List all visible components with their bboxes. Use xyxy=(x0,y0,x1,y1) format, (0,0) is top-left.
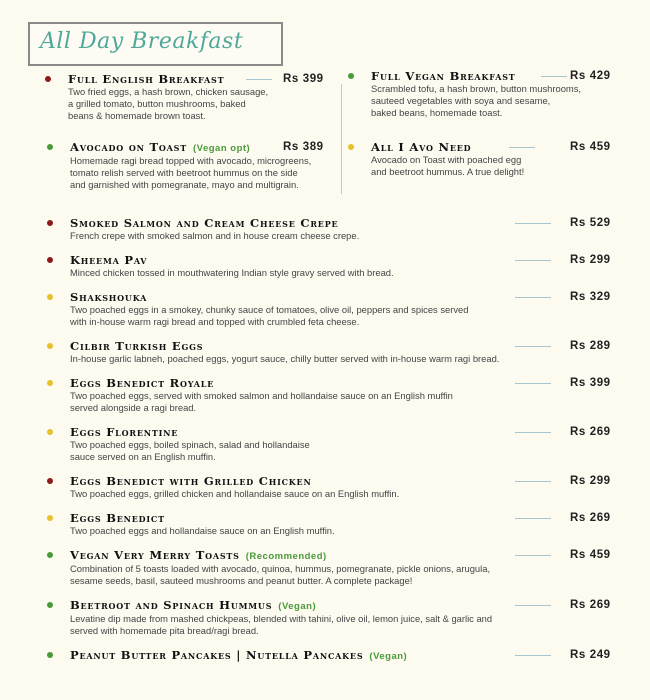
item-description: Two fried eggs, a hash brown, chicken sausage, xyxy=(68,86,269,97)
diet-indicator-veg-icon xyxy=(47,652,53,658)
price-leader-line xyxy=(515,223,551,224)
item-description: sesame seeds, basil, sauteed mushrooms and peanut butter. A complete package! xyxy=(70,575,413,586)
item-description: and beetroot hummus. A true delight! xyxy=(371,166,525,177)
section-title: All Day Breakfast xyxy=(40,29,244,54)
diet-indicator-egg-icon xyxy=(47,515,53,521)
item-name xyxy=(371,141,524,154)
price-leader-line xyxy=(515,432,551,433)
item-description: Two poached eggs, boiled spinach, salad and hollandaise xyxy=(70,439,310,450)
diet-indicator-veg-icon xyxy=(47,602,53,608)
item-price: Rs 269 xyxy=(570,512,611,524)
item-name-text: Full Vegan Breakfast xyxy=(371,69,516,83)
item-name xyxy=(70,549,630,563)
item-description: served alongside a ragi bread. xyxy=(70,402,197,413)
item-price: Rs 249 xyxy=(570,649,611,661)
item-description: Two poached eggs, served with smoked salmon and hollandaise sauce on an English muffin xyxy=(70,390,453,401)
diet-indicator-nonveg-icon xyxy=(45,76,51,82)
price-leader-line xyxy=(515,655,551,656)
item-tag: (Vegan) xyxy=(278,601,317,612)
menu-item xyxy=(70,549,630,587)
item-price: Rs 269 xyxy=(570,426,611,438)
item-description: sauce served on an English muffin. xyxy=(70,451,216,462)
menu-item xyxy=(70,475,630,500)
menu-item xyxy=(70,140,324,191)
item-description: served with homemade pita bread/ragi bread. xyxy=(70,625,259,636)
item-price: Rs 299 xyxy=(570,254,611,266)
item-description: beans & homemade brown toast. xyxy=(68,110,206,121)
price-leader-line xyxy=(515,555,551,556)
item-name-text: Avocado on Toast xyxy=(70,140,187,154)
item-tag: (Vegan) xyxy=(369,651,408,662)
item-price: Rs 429 xyxy=(570,70,611,82)
diet-indicator-nonveg-icon xyxy=(47,478,53,484)
menu-item xyxy=(70,254,630,279)
item-description: Minced chicken tossed in mouthwatering Indian style gravy served with bread. xyxy=(70,267,394,278)
item-description: with in-house warm ragi bread and topped with crumbled feta cheese. xyxy=(70,316,360,327)
menu-item xyxy=(70,426,630,463)
item-name-text: Eggs Benedict xyxy=(70,511,165,525)
item-name-text: Smoked Salmon and Cream Cheese Crepe xyxy=(70,216,339,230)
item-price: Rs 399 xyxy=(570,377,611,389)
item-tag: (Vegan opt) xyxy=(193,143,251,154)
item-price: Rs 269 xyxy=(570,599,611,611)
item-description: Two poached eggs and hollandaise sauce on an English muffin. xyxy=(70,525,335,536)
menu-item xyxy=(70,217,630,242)
item-name-text: Eggs Benedict Royale xyxy=(70,376,215,390)
column-divider xyxy=(341,84,342,194)
item-name xyxy=(70,599,630,613)
decorative-illustration xyxy=(240,0,410,8)
diet-indicator-nonveg-icon xyxy=(47,257,53,263)
item-name-text: All I Avo Need xyxy=(371,140,472,154)
item-description: Levatine dip made from mashed chickpeas, blended with tahini, olive oil, lemon juice, salt & garlic and xyxy=(70,613,493,624)
price-leader-line xyxy=(509,147,535,148)
diet-indicator-egg-icon xyxy=(47,294,53,300)
price-leader-line xyxy=(541,76,567,77)
item-description: Homemade ragi bread topped with avocado, microgreens, xyxy=(70,155,312,166)
menu-item xyxy=(70,291,630,328)
diet-indicator-egg-icon xyxy=(348,144,354,150)
price-leader-line xyxy=(515,260,551,261)
item-name xyxy=(70,649,630,663)
price-leader-line xyxy=(515,481,551,482)
item-description: a grilled tomato, button mushrooms, baked xyxy=(68,98,246,109)
section-title-box xyxy=(28,22,283,66)
item-description: French crepe with smoked salmon and in house cream cheese crepe. xyxy=(70,230,360,241)
item-price: Rs 529 xyxy=(570,217,611,229)
item-description: Scrambled tofu, a hash brown, button mushrooms, xyxy=(371,83,582,94)
item-name-text: Cilbir Turkish Eggs xyxy=(70,339,204,353)
price-leader-line xyxy=(515,297,551,298)
menu-item xyxy=(68,72,324,122)
item-name-text: Eggs Florentine xyxy=(70,425,179,439)
item-description: sauteed vegetables with soya and sesame, xyxy=(371,95,551,106)
item-description: Combination of 5 toasts loaded with avocado, quinoa, hummus, pomegranate, pickle onions, arugula, xyxy=(70,563,491,574)
diet-indicator-nonveg-icon xyxy=(47,220,53,226)
menu-list xyxy=(70,217,630,675)
diet-indicator-veg-icon xyxy=(47,144,53,150)
item-name-text: Eggs Benedict with Grilled Chicken xyxy=(70,474,312,488)
item-description: and garnished with pomegranate, mayo and multigrain. xyxy=(70,179,299,190)
menu-item xyxy=(371,140,611,178)
item-description: Two poached eggs in a smokey, chunky sauce of tomatoes, olive oil, peppers and spices served xyxy=(70,304,469,315)
price-leader-line xyxy=(515,605,551,606)
item-price: Rs 299 xyxy=(570,475,611,487)
menu-item xyxy=(70,649,630,663)
diet-indicator-egg-icon xyxy=(47,429,53,435)
menu-item xyxy=(371,69,611,119)
item-name xyxy=(68,73,268,86)
item-description: Two poached eggs, grilled chicken and hollandaise sauce on an English muffin. xyxy=(70,488,400,499)
item-description: tomato relish served with beetroot hummus on the side xyxy=(70,167,298,178)
item-price: Rs 459 xyxy=(570,141,611,153)
price-leader-line xyxy=(515,518,551,519)
item-tag: (Recommended) xyxy=(245,551,327,562)
menu-item xyxy=(70,512,630,537)
item-price: Rs 459 xyxy=(570,549,611,561)
diet-indicator-veg-icon xyxy=(348,73,354,79)
item-name-text: Peanut Butter Pancakes | Nutella Pancakes xyxy=(70,648,364,662)
diet-indicator-egg-icon xyxy=(47,380,53,386)
menu-item xyxy=(70,340,630,365)
item-description: Avocado on Toast with poached egg xyxy=(371,154,522,165)
price-leader-line xyxy=(515,383,551,384)
item-name-text: Kheema Pav xyxy=(70,253,148,267)
menu-item xyxy=(70,377,630,414)
diet-indicator-egg-icon xyxy=(47,343,53,349)
diet-indicator-veg-icon xyxy=(47,552,53,558)
price-leader-line xyxy=(246,79,272,80)
price-leader-line xyxy=(515,346,551,347)
item-price: Rs 389 xyxy=(283,141,324,153)
menu-item xyxy=(70,599,630,637)
item-price: Rs 329 xyxy=(570,291,611,303)
item-name-text: Vegan Very Merry Toasts xyxy=(70,548,240,562)
item-name xyxy=(70,141,311,155)
item-description: In-house garlic labneh, poached eggs, yogurt sauce, chilly butter served with in-house warm ragi bread. xyxy=(70,353,500,364)
item-name-text: Full English Breakfast xyxy=(68,72,225,86)
item-name-text: Shakshouka xyxy=(70,290,148,304)
item-price: Rs 289 xyxy=(570,340,611,352)
item-description: baked beans, homemade toast. xyxy=(371,107,503,118)
item-price: Rs 399 xyxy=(283,73,324,85)
item-name-text: Beetroot and Spinach Hummus xyxy=(70,598,273,612)
